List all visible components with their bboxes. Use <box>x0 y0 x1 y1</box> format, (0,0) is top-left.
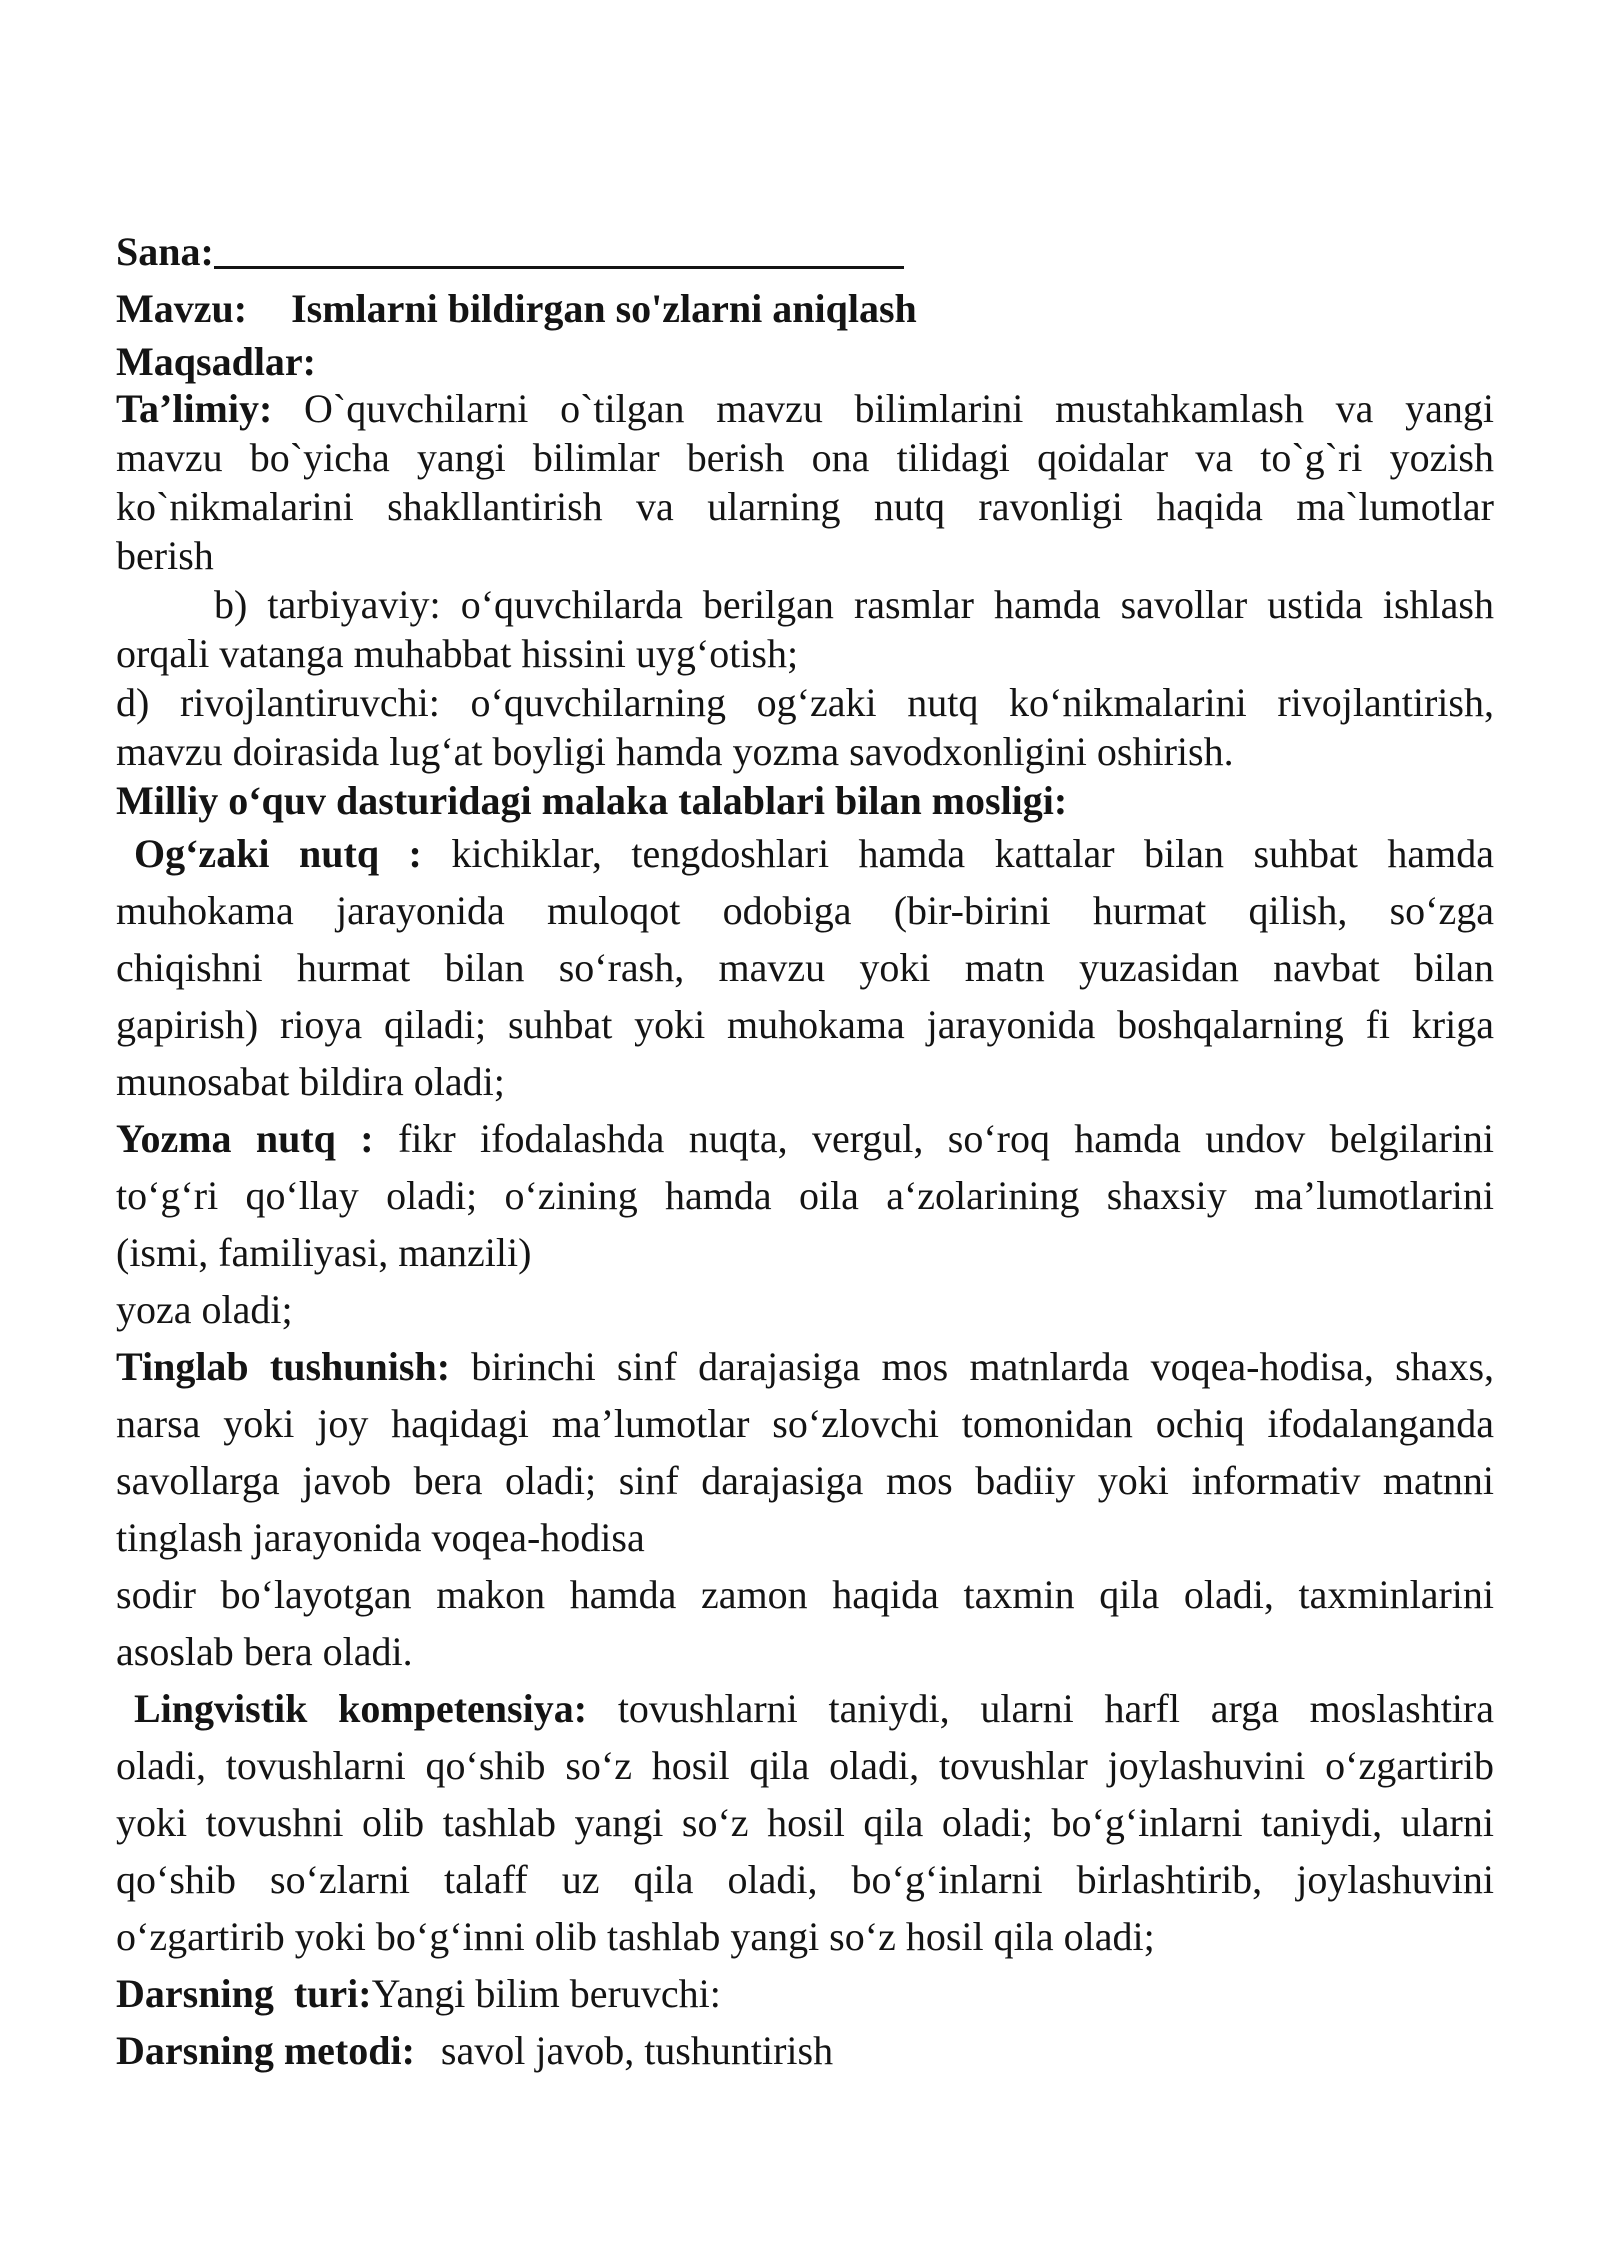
linguistic-line: oladi, tovushlarni qo‘shib so‘z hosil qila oladi, tovushlar joylashuvini o‘zgartirib <box>116 1743 1494 1788</box>
oral-speech-section <box>116 825 1494 1110</box>
educational-goal-line: ko`nikmalarini shakllantirish va ularning nutq ravonligi haqida ma`lumotlar <box>116 484 1494 529</box>
educational-goal-line: berish <box>116 533 214 578</box>
written-speech-label: Yozma nutq : <box>116 1116 374 1161</box>
topic-line <box>116 283 1494 334</box>
topic-label: Mavzu: <box>116 286 248 331</box>
goals-heading: Maqsadlar: <box>116 339 316 384</box>
listening-line: asoslab bera oladi. <box>116 1629 413 1674</box>
lesson-method-label: Darsning metodi: <box>116 2028 415 2073</box>
listening-line: sodir bo‘layotgan makon hamda zamon haqida taxmin qila oladi, taxminlarini <box>116 1572 1494 1617</box>
oral-speech-line: gapirish) rioya qiladi; suhbat yoki muhokama jarayonida boshqalarning fi kriga <box>116 1002 1494 1047</box>
developmental-goal-line: d) rivojlantiruvchi: o‘quvchilarning og‘zaki nutq ko‘nikmalarini rivojlantirish, <box>116 680 1494 725</box>
upbringing-goal-line: b) tarbiyaviy: o‘quvchilarda berilgan rasmlar hamda savollar ustida ishlash <box>214 582 1494 627</box>
date-label: Sana: <box>116 229 214 274</box>
linguistic-label: Lingvistik kompetensiya: <box>134 1686 588 1731</box>
oral-speech-line: chiqishni hurmat bilan so‘rash, mavzu yoki matn yuzasidan navbat bilan <box>116 945 1494 990</box>
curriculum-requirements <box>116 825 1494 2079</box>
topic-title: Ismlarni bildirgan so'zlarni aniqlash <box>291 286 917 331</box>
listening-line: Tinglab tushunish: birinchi sinf darajasiga mos matnlarda voqea-hodisa, shaxs, <box>116 1344 1495 1389</box>
written-speech-section <box>116 1110 1494 1338</box>
linguistic-line: o‘zgartirib yoki bo‘g‘inni olib tashlab yangi so‘z hosil qila oladi; <box>116 1914 1155 1959</box>
written-speech-line: (ismi, familiyasi, manzili) <box>116 1230 532 1275</box>
lesson-type-label: Darsning turi: <box>116 1971 372 2016</box>
oral-speech-line: Og‘zaki nutq : kichiklar, tengdoshlari hamda kattalar bilan suhbat hamda <box>134 831 1494 876</box>
lesson-type-value: Yangi bilim beruvchi: <box>371 1971 721 2016</box>
educational-goal-line: mavzu bo`yicha yangi bilimlar berish ona tilidagi qoidalar va to`g`ri yozish <box>116 435 1494 480</box>
written-speech-line: yoza oladi; <box>116 1287 293 1332</box>
educational-goal-line: Ta’limiy: O`quvchilarni o`tilgan mavzu bilimlarini mustahkamlash va yangi <box>116 386 1495 431</box>
developmental-goal <box>116 678 1494 776</box>
listening-line: tinglash jarayonida voqea-hodisa <box>116 1515 645 1560</box>
educational-goal-label: Ta’limiy: <box>116 386 273 431</box>
listening-label: Tinglab tushunish: <box>116 1344 451 1389</box>
upbringing-goal <box>116 580 1494 678</box>
educational-goal <box>116 384 1494 580</box>
oral-speech-label: Og‘zaki nutq : <box>134 831 422 876</box>
linguistic-competence-section <box>116 1680 1494 1965</box>
lesson-method-value: savol javob, tushuntirish <box>440 2028 834 2073</box>
written-speech-line: Yozma nutq : fikr ifodalashda nuqta, vergul, so‘roq hamda undov belgilarini <box>116 1116 1495 1161</box>
developmental-goal-line: mavzu doirasida lug‘at boyligi hamda yozma savodxonligini oshirish. <box>116 729 1234 774</box>
linguistic-line: yoki tovushni olib tashlab yangi so‘z hosil qila oladi; bo‘g‘inlarni taniydi, ularni <box>116 1800 1494 1845</box>
linguistic-line: Lingvistik kompetensiya: tovushlarni taniydi, ularni harfl arga moslashtira <box>134 1686 1494 1731</box>
oral-speech-line: muhokama jarayonida muloqot odobiga (bir-birini hurmat qilish, so‘zga <box>116 888 1494 933</box>
listening-line: savollarga javob bera oladi; sinf darajasiga mos badiiy yoki informativ matnni <box>116 1458 1494 1503</box>
date-fill-underline <box>214 226 904 269</box>
lesson-method-line <box>116 2022 1494 2079</box>
linguistic-line: qo‘shib so‘zlarni talaff uz qila oladi, bo‘g‘inlarni birlashtirib, joylashuvini <box>116 1857 1494 1902</box>
listening-line: narsa yoki joy haqidagi ma’lumotlar so‘zlovchi tomonidan ochiq ifodalanganda <box>116 1401 1494 1446</box>
listening-section <box>116 1338 1494 1680</box>
date-line <box>116 222 1494 277</box>
lesson-type-line <box>116 1965 1494 2022</box>
oral-speech-line: munosabat bildira oladi; <box>116 1059 505 1104</box>
upbringing-goal-line: orqali vatanga muhabbat hissini uyg‘otish; <box>116 631 799 676</box>
curriculum-heading: Milliy o‘quv dasturidagi malaka talablari bilan mosligi: <box>116 778 1068 823</box>
written-speech-line: to‘g‘ri qo‘llay oladi; o‘zining hamda oila a‘zolarining shaxsiy ma’lumotlarini <box>116 1173 1494 1218</box>
lesson-plan-document <box>116 222 1494 2079</box>
